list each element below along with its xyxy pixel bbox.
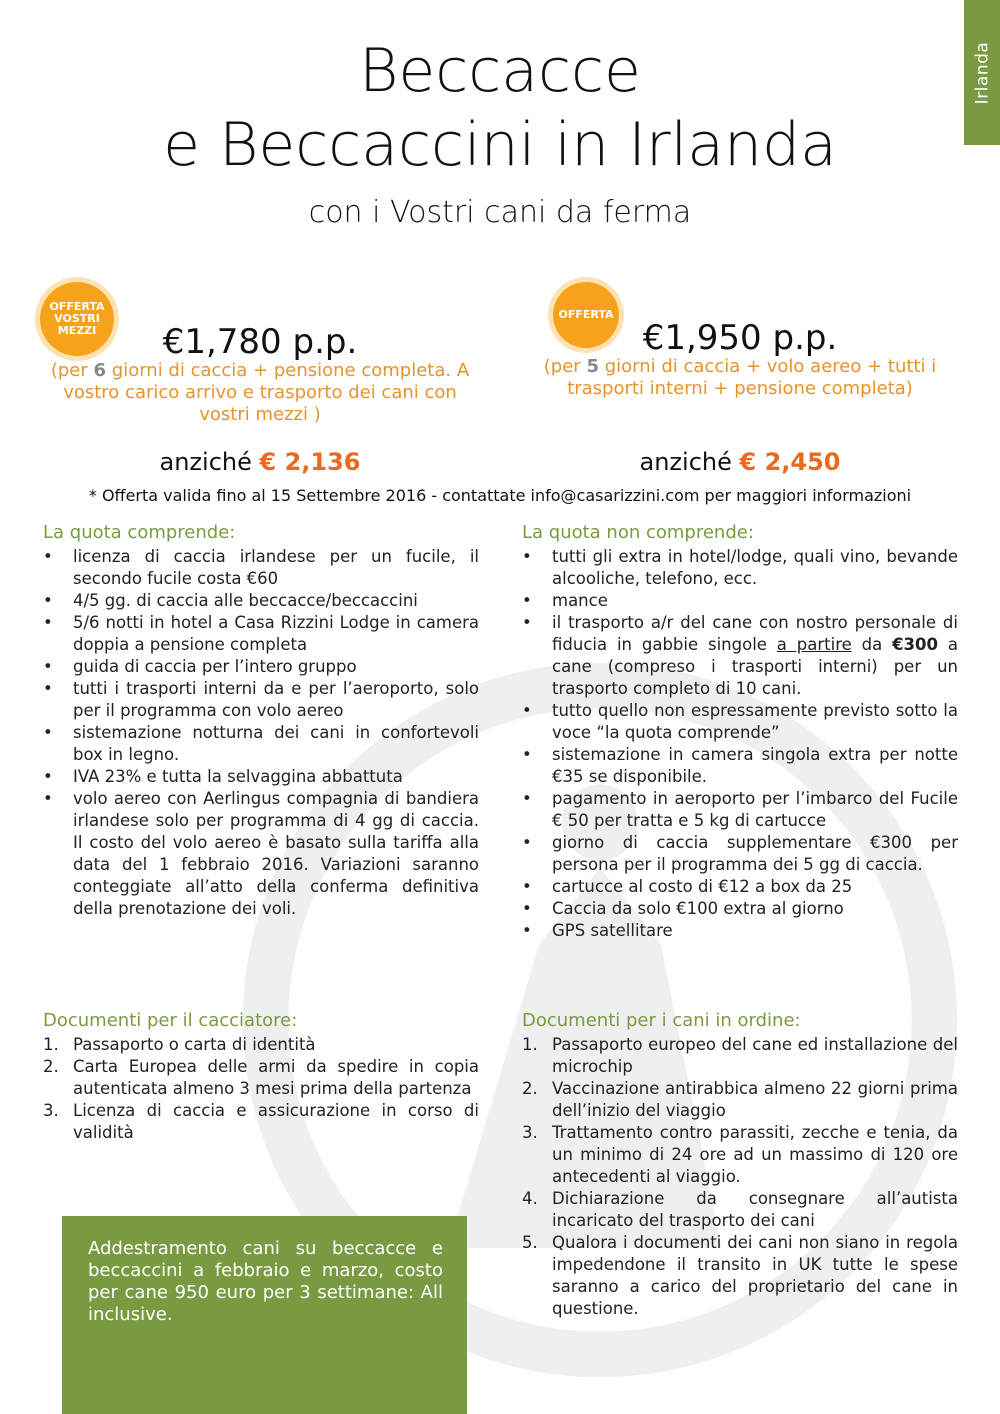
offer1-instead: [60, 447, 460, 477]
offer2-desc-post: giorni di caccia + volo aereo + tutti i trasporti interni + pensione completa): [567, 356, 937, 399]
item-text: Dichiarazione da consegnare all’autista incaricato del trasporto dei cani: [552, 1189, 958, 1230]
training-info-box: [62, 1216, 467, 1414]
transport-price: €300: [892, 635, 939, 654]
includes-title: La quota comprende:: [43, 522, 236, 543]
offer2-instead-price: € 2,450: [739, 448, 841, 476]
list-item: [43, 1100, 479, 1144]
docs-dogs-section: [522, 1010, 958, 1320]
item-text: Licenza di caccia e assicurazione in corso di validità: [73, 1101, 479, 1142]
list-item: • 5/6 notti in hotel a Casa Rizzini Lodge in camera doppia a pensione completa: [43, 612, 479, 656]
excludes-list: [522, 546, 958, 942]
offer1-badge-text: OFFERTA VOSTRI MEZZI: [49, 300, 105, 337]
list-item: • sistemazione notturna dei cani in confortevoli box in legno.: [43, 722, 479, 766]
list-item: • tutti i trasporti interni da e per l’aeroporto, solo per il programma con volo aereo: [43, 678, 479, 722]
excludes-section: [522, 522, 958, 942]
list-item: • Caccia da solo €100 extra al giorno: [522, 898, 958, 920]
list-item: • tutto quello non espressamente previsto sotto la voce “la quota comprende”: [522, 700, 958, 744]
offer1-desc-post: giorni di caccia + pensione completa. A vostro carico arrivo e trasporto dei cani con vostri mezzi ): [63, 360, 470, 425]
offer1-price: €1,780 p.p.: [162, 322, 358, 362]
list-item: [522, 1232, 958, 1320]
list-item: [522, 1188, 958, 1232]
docs-hunter-list: [43, 1034, 479, 1144]
item-text: Vaccinazione antirabbica almeno 22 giorni prima dell’inizio del viaggio: [552, 1079, 958, 1120]
item-number: 5.: [522, 1233, 538, 1252]
docs-dogs-list: [522, 1034, 958, 1320]
item-number: 3.: [43, 1101, 59, 1120]
list-item: • volo aereo con Aerlingus compagnia di bandiera irlandese solo per programma di 4 gg di caccia. Il costo del volo aereo è basato sulla tariffa alla data del 1 febbraio 2016. Variazioni saranno conteggiate all’atto della conferma definitiva della prenotazione dei voli.: [43, 788, 479, 920]
item-text: Trattamento contro parassiti, zecche e tenia, da un minimo di 24 ore ad un massimo di 120 ore antecedenti al viaggio.: [552, 1123, 958, 1186]
item-number: 4.: [522, 1189, 538, 1208]
offer2-description: [520, 356, 960, 400]
offer2-badge-text: OFFERTA: [558, 308, 614, 321]
excludes-title: La quota non comprende:: [522, 522, 754, 543]
list-item: [43, 1056, 479, 1100]
list-item: • sistemazione in camera singola extra per notte €35 se disponibile.: [522, 744, 958, 788]
side-tab-label: Irlanda: [972, 41, 993, 104]
item-number: 3.: [522, 1123, 538, 1142]
item-number: 1.: [43, 1035, 59, 1054]
page-title-line2: e Beccaccini in Irlanda: [163, 110, 837, 180]
offer2-price: €1,950 p.p.: [642, 318, 838, 358]
offer2-instead: [540, 447, 940, 477]
offer-validity-note: * Offerta valida fino al 15 Settembre 2016 - contattate info@casarizzini.com per maggiori informazioni: [88, 486, 912, 505]
list-item: • pagamento in aeroporto per l’imbarco del Fucile € 50 per tratta e 5 kg di cartucce: [522, 788, 958, 832]
includes-list: [43, 546, 479, 920]
docs-dogs-title: Documenti per i cani in ordine:: [522, 1010, 801, 1031]
offer2-desc-days: 5: [586, 356, 599, 377]
list-item: [43, 1034, 479, 1056]
offer1-badge: [40, 282, 114, 356]
offer1-desc-pre: (per: [50, 360, 94, 381]
page-title-line1: Beccacce: [359, 36, 641, 106]
list-item: • licenza di caccia irlandese per un fucile, il secondo fucile costa €60: [43, 546, 479, 590]
docs-hunter-title: Documenti per il cacciatore:: [43, 1010, 298, 1031]
list-item-transport: [522, 612, 958, 700]
item-text: Carta Europea delle armi da spedire in copia autenticata almeno 3 mesi prima della partenza: [73, 1057, 479, 1098]
item-text: Passaporto o carta di identità: [73, 1035, 316, 1054]
list-item: • GPS satellitare: [522, 920, 958, 942]
list-item: • tutti gli extra in hotel/lodge, quali vino, bevande alcooliche, telefono, ecc.: [522, 546, 958, 590]
list-item: • cartucce al costo di €12 a box da 25: [522, 876, 958, 898]
offer1-desc-days: 6: [93, 360, 107, 381]
list-item: • IVA 23% e tutta la selvaggina abbattuta: [43, 766, 479, 788]
item-text: Qualora i documenti dei cani non siano in regola impedendone il transito in UK tutte le spese saranno a carico del proprietario del cane in questione.: [552, 1233, 958, 1318]
docs-hunter-section: [43, 1010, 479, 1144]
item-number: 2.: [43, 1057, 59, 1076]
transport-pre: il trasporto a/r del cane con nostro personale di fiducia in gabbie singole: [552, 613, 958, 654]
offer2-instead-label: anziché: [639, 448, 732, 476]
transport-post: a cane (compreso i trasporti interni) per un trasporto completo di 10 cani.: [552, 635, 958, 698]
page-subtitle: con i Vostri cani da ferma: [308, 195, 692, 230]
includes-section: [43, 522, 479, 920]
training-info-text: Addestramento cani su beccacce e beccaccini a febbraio e marzo, costo per cane 950 euro per 3 settimane: All inclusive.: [88, 1238, 443, 1325]
list-item: • giorno di caccia supplementare €300 per persona per il programma dei 5 gg di caccia.: [522, 832, 958, 876]
transport-underlined: a partire: [776, 635, 852, 654]
offer1-instead-label: anziché: [159, 448, 252, 476]
offer1-description: [40, 360, 480, 426]
offer2-desc-pre: (per: [543, 356, 587, 377]
list-item: [522, 1078, 958, 1122]
list-item: • guida di caccia per l’intero gruppo: [43, 656, 479, 678]
list-item: • mance: [522, 590, 958, 612]
offer1-instead-price: € 2,136: [259, 448, 361, 476]
item-number: 2.: [522, 1079, 538, 1098]
list-item: [522, 1122, 958, 1188]
list-item: • 4/5 gg. di caccia alle beccacce/beccaccini: [43, 590, 479, 612]
list-item: [522, 1034, 958, 1078]
item-number: 1.: [522, 1035, 538, 1054]
transport-mid: da: [851, 635, 893, 654]
item-text: Passaporto europeo del cane ed installazione del microchip: [552, 1035, 958, 1076]
